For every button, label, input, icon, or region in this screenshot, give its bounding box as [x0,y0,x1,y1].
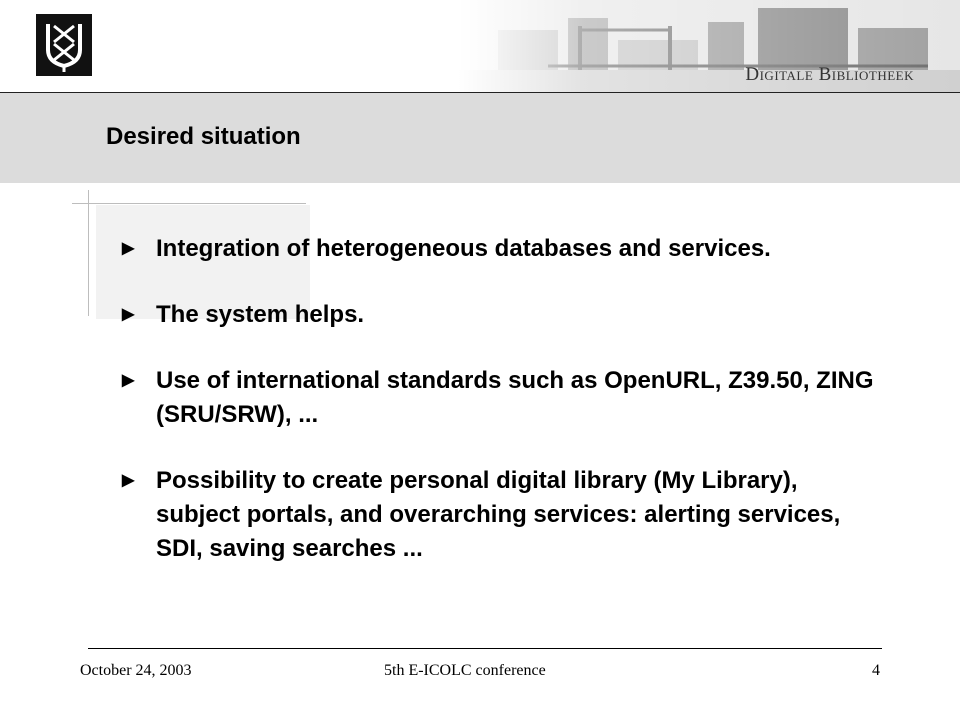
slide-title: Desired situation [106,123,301,150]
footer-conference: 5th E-ICOLC conference [384,662,546,679]
decorative-horizontal-line [72,203,306,204]
triangle-right-icon: ▶ [122,306,135,323]
bullet-item [122,232,882,266]
triangle-right-icon: ▶ [122,372,135,389]
decorative-vertical-line [88,190,89,316]
uva-crest-logo [36,14,92,76]
bullet-text: Use of international standards such as OpenURL, Z39.50, ZING (SRU/SRW), ... [156,367,874,428]
title-band [0,92,960,183]
slide-number: 4 [872,662,880,679]
footer-date: October 24, 2003 [80,662,192,679]
bullet-text: The system helps. [156,301,365,328]
bullet-list [122,232,882,598]
footer-divider [88,648,882,649]
bullet-item [122,464,882,566]
bullet-item [122,298,882,332]
triangle-right-icon: ▶ [122,240,135,257]
bullet-item [122,364,882,432]
bullet-text: Possibility to create personal digital library (My Library), subject portals, and overarching services: alerting services, SDI, saving searches ... [156,467,841,562]
triangle-right-icon: ▶ [122,472,135,489]
brand-wordmark: Digitale Bibliotheek [745,64,914,85]
bullet-text: Integration of heterogeneous databases and services. [156,235,771,262]
